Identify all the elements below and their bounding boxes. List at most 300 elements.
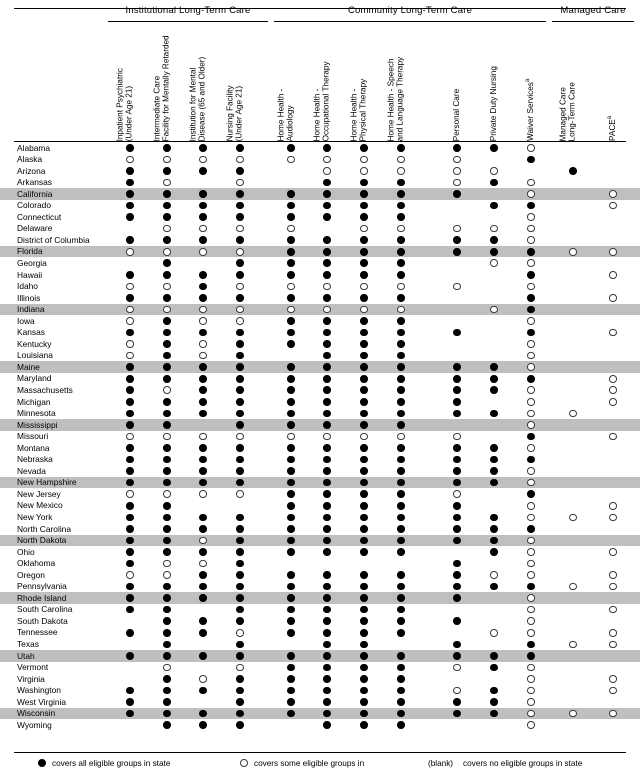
coverage-mark-hh_slt [397, 456, 405, 464]
coverage-mark-hh_audiology [287, 190, 295, 198]
coverage-mark-hh_pt [360, 548, 368, 556]
table-row[interactable] [0, 685, 640, 697]
coverage-mark-private_duty [490, 629, 498, 637]
coverage-mark-icf_mr [163, 687, 171, 695]
coverage-mark-waiver [527, 444, 535, 452]
coverage-mark-hh_ot [323, 306, 331, 314]
coverage-mark-inpatient_psych [126, 375, 134, 383]
coverage-mark-hh_pt [360, 294, 368, 302]
coverage-mark-nursing_facility [236, 271, 244, 279]
coverage-mark-imd [199, 167, 207, 175]
coverage-mark-personal_care [453, 583, 461, 591]
coverage-mark-private_duty [490, 306, 498, 314]
column-header-line2: Long-Term Care [567, 81, 577, 141]
coverage-mark-hh_audiology [287, 583, 295, 591]
state-name: California [17, 188, 53, 199]
coverage-mark-inpatient_psych [126, 340, 134, 348]
column-header-line1: Home Health - Speech [386, 58, 396, 141]
coverage-mark-waiver [527, 190, 535, 198]
table-row[interactable] [0, 211, 640, 223]
coverage-mark-hh_pt [360, 664, 368, 672]
coverage-mark-icf_mr [163, 363, 171, 371]
coverage-mark-hh_audiology [287, 421, 295, 429]
coverage-mark-personal_care [453, 144, 461, 152]
coverage-mark-hh_ot [323, 664, 331, 672]
coverage-mark-imd [199, 721, 207, 729]
coverage-mark-pace [609, 248, 617, 256]
coverage-mark-waiver [527, 329, 535, 337]
table-row[interactable] [0, 465, 640, 477]
coverage-mark-inpatient_psych [126, 629, 134, 637]
coverage-mark-nursing_facility [236, 398, 244, 406]
table-row[interactable] [0, 338, 640, 350]
coverage-mark-hh_ot [323, 548, 331, 556]
coverage-mark-icf_mr [163, 537, 171, 545]
coverage-mark-inpatient_psych [126, 571, 134, 579]
coverage-mark-nursing_facility [236, 317, 244, 325]
state-name: District of Columbia [17, 234, 90, 245]
coverage-mark-hh_audiology [287, 340, 295, 348]
coverage-mark-inpatient_psych [126, 652, 134, 660]
coverage-mark-hh_slt [397, 179, 405, 187]
coverage-mark-waiver [527, 502, 535, 510]
coverage-mark-personal_care [453, 456, 461, 464]
coverage-mark-imd [199, 467, 207, 475]
table-row[interactable] [0, 592, 640, 604]
coverage-mark-icf_mr [163, 306, 171, 314]
coverage-mark-imd [199, 340, 207, 348]
coverage-mark-icf_mr [163, 294, 171, 302]
table-row[interactable] [0, 269, 640, 281]
state-name: Hawaii [17, 269, 43, 280]
coverage-mark-nursing_facility [236, 433, 244, 441]
coverage-mark-hh_slt [397, 502, 405, 510]
coverage-mark-hh_slt [397, 236, 405, 244]
coverage-mark-icf_mr [163, 583, 171, 591]
column-header-mc_ltc [559, 82, 577, 141]
coverage-mark-waiver [527, 560, 535, 568]
coverage-mark-pace [609, 548, 617, 556]
table-row[interactable] [0, 477, 640, 489]
table-row[interactable] [0, 165, 640, 177]
coverage-mark-hh_audiology [287, 202, 295, 210]
coverage-mark-nursing_facility [236, 421, 244, 429]
column-header-line2: (Under Age 21) [234, 85, 244, 141]
coverage-mark-hh_audiology [287, 467, 295, 475]
state-name: Delaware [17, 223, 53, 234]
table-row[interactable] [0, 650, 640, 662]
coverage-mark-hh_audiology [287, 479, 295, 487]
coverage-mark-personal_care [453, 617, 461, 625]
coverage-mark-icf_mr [163, 421, 171, 429]
coverage-mark-hh_pt [360, 352, 368, 360]
state-name: New Jersey [17, 488, 61, 499]
coverage-mark-nursing_facility [236, 560, 244, 568]
coverage-mark-icf_mr [163, 606, 171, 614]
column-header-line1: Inpatient Psychiatric [115, 67, 125, 141]
state-name: Mississippi [17, 419, 58, 430]
coverage-mark-waiver [527, 514, 535, 522]
coverage-mark-waiver [527, 421, 535, 429]
coverage-mark-hh_slt [397, 617, 405, 625]
column-header-line1: Private Duty Nursing [488, 65, 498, 141]
coverage-mark-hh_pt [360, 421, 368, 429]
coverage-mark-imd [199, 514, 207, 522]
table-row[interactable] [0, 223, 640, 235]
coverage-mark-hh_slt [397, 537, 405, 545]
coverage-mark-imd [199, 571, 207, 579]
coverage-mark-personal_care [453, 710, 461, 718]
coverage-mark-waiver [527, 675, 535, 683]
coverage-mark-hh_audiology [287, 317, 295, 325]
table-row[interactable] [0, 315, 640, 327]
table-row[interactable] [0, 639, 640, 651]
coverage-mark-hh_pt [360, 583, 368, 591]
coverage-mark-inpatient_psych [126, 698, 134, 706]
coverage-mark-hh_slt [397, 548, 405, 556]
coverage-mark-hh_slt [397, 583, 405, 591]
coverage-mark-icf_mr [163, 675, 171, 683]
table-row[interactable] [0, 708, 640, 720]
coverage-mark-private_duty [490, 698, 498, 706]
column-header-line1: Managed Care [558, 86, 568, 141]
table-row[interactable] [0, 327, 640, 339]
column-header-line1: PACE [607, 119, 617, 141]
coverage-mark-hh_ot [323, 317, 331, 325]
coverage-mark-hh_ot [323, 571, 331, 579]
coverage-mark-hh_slt [397, 156, 405, 164]
table-row[interactable] [0, 696, 640, 708]
state-name: Wyoming [17, 719, 52, 730]
coverage-mark-waiver [527, 594, 535, 602]
column-header-line1: Waiver Services [525, 82, 535, 141]
coverage-mark-hh_ot [323, 641, 331, 649]
coverage-mark-nursing_facility [236, 294, 244, 302]
coverage-mark-imd [199, 317, 207, 325]
coverage-mark-waiver [527, 283, 535, 291]
coverage-mark-personal_care [453, 502, 461, 510]
table-row[interactable] [0, 304, 640, 316]
coverage-mark-nursing_facility [236, 375, 244, 383]
state-name: Minnesota [17, 408, 56, 419]
coverage-mark-hh_slt [397, 433, 405, 441]
coverage-mark-icf_mr [163, 502, 171, 510]
coverage-mark-icf_mr [163, 167, 171, 175]
table-row[interactable] [0, 408, 640, 420]
coverage-mark-personal_care [453, 386, 461, 394]
table-row[interactable] [0, 719, 640, 731]
coverage-mark-waiver [527, 306, 535, 314]
coverage-mark-icf_mr [163, 225, 171, 233]
coverage-mark-nursing_facility [236, 629, 244, 637]
coverage-mark-waiver [527, 317, 535, 325]
coverage-mark-waiver [527, 548, 535, 556]
coverage-mark-waiver [527, 352, 535, 360]
coverage-mark-hh_pt [360, 467, 368, 475]
coverage-mark-mc_ltc [569, 248, 577, 256]
coverage-mark-hh_audiology [287, 710, 295, 718]
coverage-mark-personal_care [453, 687, 461, 695]
table-body [0, 142, 640, 731]
table-row[interactable] [0, 615, 640, 627]
coverage-mark-nursing_facility [236, 641, 244, 649]
coverage-mark-nursing_facility [236, 156, 244, 164]
coverage-mark-hh_ot [323, 502, 331, 510]
coverage-mark-hh_audiology [287, 456, 295, 464]
coverage-mark-nursing_facility [236, 537, 244, 545]
coverage-mark-mc_ltc [569, 167, 577, 175]
state-name: Vermont [17, 662, 49, 673]
coverage-mark-hh_pt [360, 410, 368, 418]
coverage-mark-personal_care [453, 236, 461, 244]
coverage-mark-inpatient_psych [126, 560, 134, 568]
coverage-mark-imd [199, 548, 207, 556]
table-row[interactable] [0, 373, 640, 385]
table-row[interactable] [0, 569, 640, 581]
coverage-mark-nursing_facility [236, 225, 244, 233]
table-row[interactable] [0, 384, 640, 396]
table-row[interactable] [0, 662, 640, 674]
coverage-mark-hh_ot [323, 213, 331, 221]
coverage-mark-hh_pt [360, 179, 368, 187]
coverage-mark-icf_mr [163, 156, 171, 164]
coverage-mark-icf_mr [163, 444, 171, 452]
coverage-mark-hh_slt [397, 294, 405, 302]
coverage-mark-hh_audiology [287, 698, 295, 706]
coverage-mark-hh_slt [397, 167, 405, 175]
coverage-mark-hh_slt [397, 283, 405, 291]
coverage-mark-hh_slt [397, 363, 405, 371]
coverage-mark-hh_pt [360, 502, 368, 510]
coverage-mark-inpatient_psych [126, 398, 134, 406]
coverage-mark-private_duty [490, 236, 498, 244]
coverage-mark-nursing_facility [236, 456, 244, 464]
coverage-mark-private_duty [490, 664, 498, 672]
coverage-mark-imd [199, 271, 207, 279]
coverage-mark-hh_slt [397, 259, 405, 267]
coverage-mark-hh_slt [397, 144, 405, 152]
coverage-mark-hh_pt [360, 190, 368, 198]
coverage-mark-hh_ot [323, 514, 331, 522]
coverage-mark-nursing_facility [236, 548, 244, 556]
coverage-mark-hh_slt [397, 202, 405, 210]
coverage-mark-hh_slt [397, 594, 405, 602]
table-row[interactable] [0, 350, 640, 362]
coverage-mark-imd [199, 675, 207, 683]
coverage-mark-hh_slt [397, 664, 405, 672]
footnote-marker: a [607, 115, 614, 120]
coverage-mark-icf_mr [163, 664, 171, 672]
coverage-mark-inpatient_psych [126, 583, 134, 591]
coverage-mark-pace [609, 386, 617, 394]
column-header-hh_ot [313, 61, 331, 141]
column-header-line1: Home Health - [312, 88, 322, 141]
coverage-mark-hh_ot [323, 710, 331, 718]
coverage-mark-imd [199, 594, 207, 602]
coverage-mark-inpatient_psych [126, 514, 134, 522]
coverage-mark-hh_slt [397, 514, 405, 522]
table-row[interactable] [0, 188, 640, 200]
coverage-mark-hh_slt [397, 490, 405, 498]
coverage-mark-waiver [527, 721, 535, 729]
coverage-mark-personal_care [453, 329, 461, 337]
legend-item [428, 759, 582, 768]
coverage-mark-nursing_facility [236, 514, 244, 522]
coverage-mark-hh_audiology [287, 248, 295, 256]
coverage-mark-imd [199, 629, 207, 637]
table-row[interactable] [0, 627, 640, 639]
coverage-mark-pace [609, 571, 617, 579]
table-row[interactable] [0, 523, 640, 535]
coverage-mark-inpatient_psych [126, 444, 134, 452]
coverage-mark-hh_slt [397, 329, 405, 337]
coverage-mark-hh_ot [323, 386, 331, 394]
coverage-mark-personal_care [453, 375, 461, 383]
table-row[interactable] [0, 396, 640, 408]
coverage-mark-icf_mr [163, 329, 171, 337]
table-row[interactable] [0, 431, 640, 443]
coverage-mark-hh_audiology [287, 144, 295, 152]
coverage-mark-nursing_facility [236, 352, 244, 360]
table-row[interactable] [0, 234, 640, 246]
table-row[interactable] [0, 200, 640, 212]
coverage-mark-hh_pt [360, 675, 368, 683]
state-name: Idaho [17, 281, 38, 292]
coverage-mark-icf_mr [163, 213, 171, 221]
coverage-mark-inpatient_psych [126, 156, 134, 164]
coverage-mark-waiver [527, 652, 535, 660]
state-name: New Hampshire [17, 477, 77, 488]
coverage-mark-hh_audiology [287, 283, 295, 291]
state-name: Virginia [17, 673, 45, 684]
column-group-rule [552, 21, 634, 22]
state-name: Pennsylvania [17, 581, 67, 592]
coverage-mark-inpatient_psych [126, 687, 134, 695]
table-row[interactable] [0, 292, 640, 304]
coverage-mark-hh_pt [360, 698, 368, 706]
table-row[interactable] [0, 535, 640, 547]
coverage-mark-hh_slt [397, 710, 405, 718]
table-row[interactable] [0, 142, 640, 154]
coverage-mark-hh_audiology [287, 375, 295, 383]
coverage-mark-hh_ot [323, 340, 331, 348]
body-bottom-rule [14, 752, 626, 753]
state-name: Ohio [17, 546, 35, 557]
table-row[interactable] [0, 488, 640, 500]
table-row[interactable] [0, 512, 640, 524]
table-row[interactable] [0, 361, 640, 373]
coverage-mark-hh_slt [397, 467, 405, 475]
coverage-mark-nursing_facility [236, 444, 244, 452]
coverage-mark-hh_pt [360, 317, 368, 325]
state-name: Oregon [17, 569, 45, 580]
coverage-mark-hh_audiology [287, 548, 295, 556]
coverage-mark-private_duty [490, 514, 498, 522]
coverage-mark-mc_ltc [569, 410, 577, 418]
table-row[interactable] [0, 442, 640, 454]
coverage-mark-personal_care [453, 410, 461, 418]
coverage-mark-nursing_facility [236, 664, 244, 672]
coverage-mark-hh_pt [360, 641, 368, 649]
coverage-mark-imd [199, 479, 207, 487]
column-group-header [0, 0, 640, 24]
state-name: Kentucky [17, 338, 52, 349]
coverage-mark-hh_audiology [287, 386, 295, 394]
coverage-mark-nursing_facility [236, 710, 244, 718]
state-name: Alaska [17, 154, 43, 165]
coverage-mark-personal_care [453, 225, 461, 233]
coverage-mark-waiver [527, 641, 535, 649]
table-row[interactable] [0, 419, 640, 431]
coverage-mark-hh_pt [360, 248, 368, 256]
coverage-mark-imd [199, 687, 207, 695]
coverage-mark-hh_ot [323, 721, 331, 729]
coverage-mark-inpatient_psych [126, 479, 134, 487]
coverage-mark-personal_care [453, 190, 461, 198]
table-row[interactable] [0, 604, 640, 616]
table-row[interactable] [0, 177, 640, 189]
column-header-line2: Disease (65 and Older) [197, 56, 207, 141]
table-row[interactable] [0, 257, 640, 269]
coverage-mark-hh_ot [323, 652, 331, 660]
coverage-mark-imd [199, 560, 207, 568]
table-row[interactable] [0, 246, 640, 258]
coverage-mark-pace [609, 675, 617, 683]
coverage-mark-nursing_facility [236, 236, 244, 244]
coverage-mark-waiver [527, 236, 535, 244]
coverage-mark-imd [199, 352, 207, 360]
coverage-mark-hh_slt [397, 213, 405, 221]
coverage-mark-nursing_facility [236, 213, 244, 221]
coverage-mark-nursing_facility [236, 283, 244, 291]
coverage-mark-imd [199, 190, 207, 198]
table-row[interactable] [0, 154, 640, 166]
coverage-mark-icf_mr [163, 594, 171, 602]
coverage-mark-hh_audiology [287, 629, 295, 637]
state-name: Rhode Island [17, 592, 67, 603]
coverage-mark-private_duty [490, 537, 498, 545]
table-row[interactable] [0, 500, 640, 512]
coverage-mark-personal_care [453, 283, 461, 291]
legend-blank-label: (blank) [428, 759, 454, 768]
table-row[interactable] [0, 673, 640, 685]
legend-marker-full [38, 759, 46, 767]
coverage-mark-hh_slt [397, 306, 405, 314]
coverage-mark-imd [199, 248, 207, 256]
state-name: Illinois [17, 292, 41, 303]
table-row[interactable] [0, 454, 640, 466]
coverage-mark-waiver [527, 225, 535, 233]
coverage-mark-imd [199, 710, 207, 718]
coverage-mark-hh_audiology [287, 617, 295, 625]
coverage-mark-hh_pt [360, 606, 368, 614]
coverage-mark-nursing_facility [236, 363, 244, 371]
coverage-mark-imd [199, 225, 207, 233]
table-row[interactable] [0, 558, 640, 570]
table-row[interactable] [0, 581, 640, 593]
coverage-mark-private_duty [490, 202, 498, 210]
coverage-mark-icf_mr [163, 652, 171, 660]
table-row[interactable] [0, 546, 640, 558]
coverage-mark-icf_mr [163, 456, 171, 464]
coverage-mark-hh_ot [323, 248, 331, 256]
coverage-mark-inpatient_psych [126, 179, 134, 187]
coverage-mark-hh_ot [323, 698, 331, 706]
coverage-mark-waiver [527, 664, 535, 672]
coverage-mark-hh_pt [360, 687, 368, 695]
coverage-mark-hh_audiology [287, 537, 295, 545]
table-row[interactable] [0, 281, 640, 293]
